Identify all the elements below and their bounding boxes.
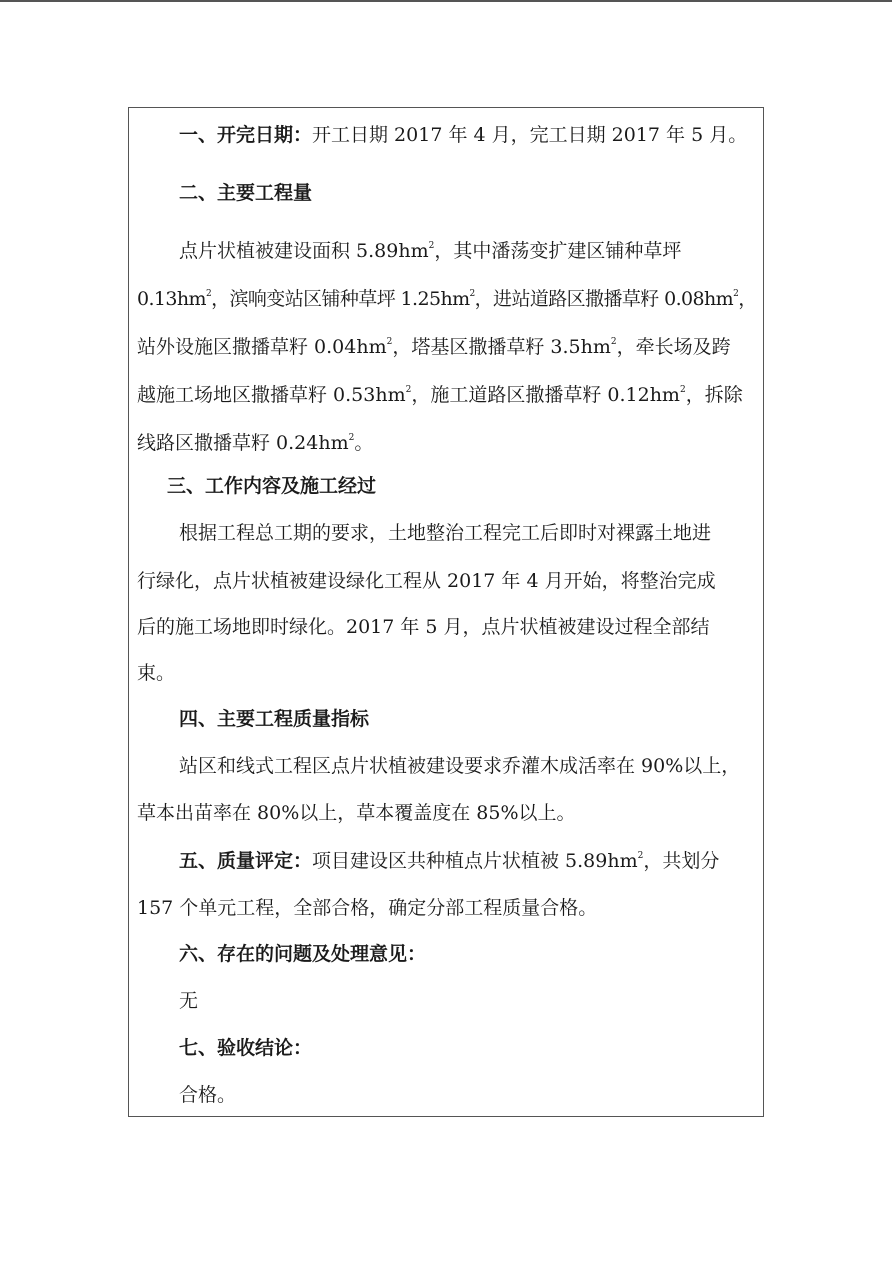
report-frame bbox=[128, 107, 764, 1117]
section-2-line-4: 越施工场地区撒播草籽 $0.53hm^2$，施工道路区撒播草籽 $0.12hm^2$，拆除 bbox=[137, 384, 743, 406]
section-3-line-1: 根据工程总工期的要求，土地整治工程完工后即时对裸露土地进 bbox=[179, 522, 712, 544]
section-1-line bbox=[179, 122, 763, 148]
section-3-line-2: 行绿化，点片状植被建设绿化工程从 2017 年 4 月开始，将整治完成 bbox=[137, 570, 716, 592]
section-2-line-5: 线路区撒播草籽 $0.24hm^2$。 bbox=[137, 432, 374, 454]
section-2-line-3: 站外设施区撒播草籽 $0.04hm^2$，塔基区撒播草籽 $3.5hm^2$，牵长场及跨 bbox=[137, 336, 731, 358]
section-5-heading: 五、质量评定： bbox=[179, 850, 313, 872]
section-5-line-1: 五、质量评定：项目建设区共种植点片状植被 $5.89hm^2$，共划分 bbox=[179, 850, 720, 872]
section-3-line-3: 后的施工场地即时绿化。2017 年 5 月，点片状植被建设过程全部结 bbox=[137, 616, 710, 638]
section-6-text: 无 bbox=[179, 990, 199, 1012]
section-7-heading: 七、验收结论： bbox=[179, 1037, 313, 1059]
section-4-line-1: 站区和线式工程区点片状植被建设要求乔灌木成活率在 90%以上， bbox=[179, 755, 741, 777]
page-top-border bbox=[0, 0, 892, 2]
section-1-heading: 一、开完日期： bbox=[179, 124, 313, 146]
section-2-heading: 二、主要工程量 bbox=[179, 182, 313, 204]
section-4-line-2: 草本出苗率在 80%以上，草本覆盖度在 85%以上。 bbox=[137, 802, 576, 824]
section-3-line-4: 束。 bbox=[137, 662, 176, 684]
section-6-heading: 六、存在的问题及处理意见： bbox=[179, 943, 427, 965]
section-4-heading: 四、主要工程质量指标 bbox=[179, 708, 370, 730]
section-3-heading: 三、工作内容及施工经过 bbox=[167, 475, 377, 497]
section-2-line-2: $0.13hm^2$，滨响变站区铺种草坪 $1.25hm^2$，进站道路区撒播草籽 $0.08hm^2$， bbox=[137, 288, 757, 310]
section-2-line-1: 点片状植被建设面积 $5.89hm^2$，其中潘荡变扩建区铺种草坪 bbox=[179, 240, 682, 262]
section-1-text: 开工日期 2017 年 4 月，完工日期 2017 年 5 月。 bbox=[312, 124, 748, 146]
section-7-text: 合格。 bbox=[179, 1084, 237, 1106]
section-5-line-2: 157 个单元工程，全部合格，确定分部工程质量合格。 bbox=[137, 897, 598, 919]
